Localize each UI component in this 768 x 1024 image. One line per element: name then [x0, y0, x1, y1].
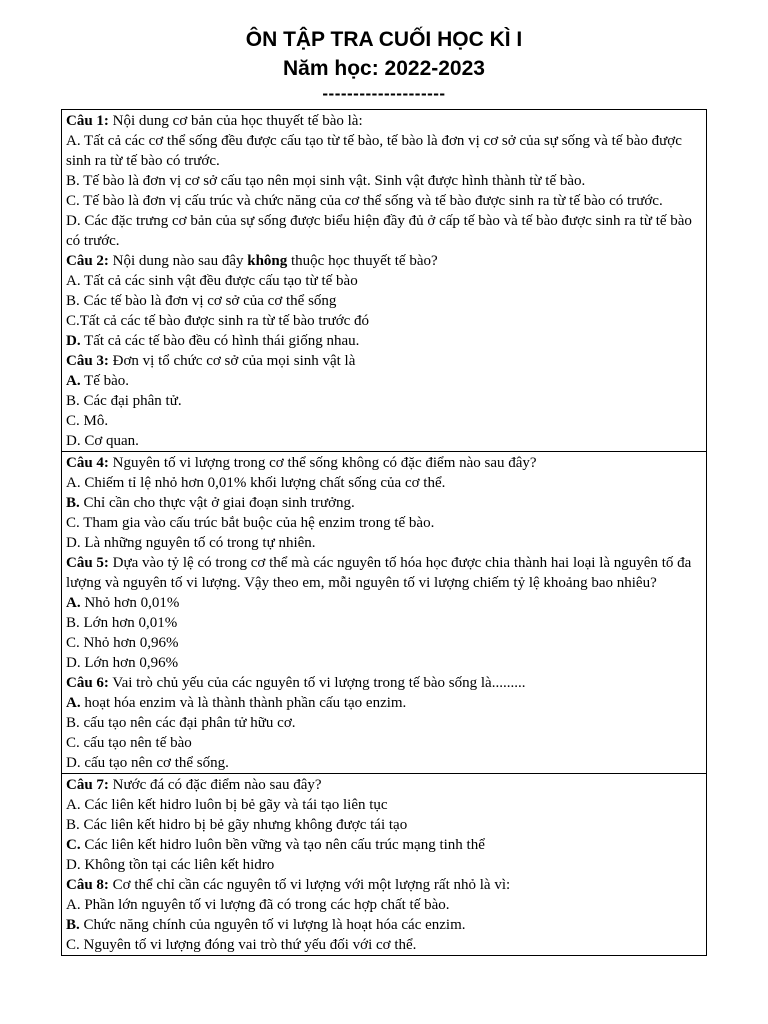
answer-option [66, 895, 703, 915]
answer-option-text: B. Các đại phân tử. [66, 393, 182, 409]
answer-option [66, 653, 703, 673]
answer-option [66, 513, 703, 533]
answer-option-text: D. Là những nguyên tố có trong tự nhiên. [66, 535, 316, 551]
answer-option-text: A. Phần lớn nguyên tố vi lượng đã có trong các hợp chất tế bào. [66, 897, 450, 913]
answer-option-letter: D. [66, 333, 81, 349]
answer-option-text: Chỉ cần cho thực vật ở giai đoạn sinh trưởng. [79, 495, 355, 511]
question-section [62, 774, 706, 955]
question-stem [66, 775, 703, 795]
answer-option [66, 191, 703, 211]
answer-option [66, 131, 703, 171]
answer-option [66, 371, 703, 391]
answer-option [66, 291, 703, 311]
question-text: Nội dung cơ bản của học thuyết tế bào là: [108, 113, 363, 129]
question-stem [66, 251, 703, 271]
answer-option [66, 311, 703, 331]
answer-option-text: B. Các liên kết hidro bị bẻ gãy nhưng không được tái tạo [66, 817, 408, 833]
answer-option-letter: B. [66, 917, 80, 933]
answer-option-text: C. Mô. [66, 413, 109, 429]
answer-option-text: B. Các tế bào là đơn vị cơ sở của cơ thể sống [66, 293, 337, 309]
answer-option-text: B. Lớn hơn 0,01% [66, 615, 178, 631]
answer-option-text: A. Các liên kết hidro luôn bị bẻ gãy và tái tạo liên tục [66, 797, 388, 813]
answer-option-text: Nhỏ hơn 0,01% [80, 595, 180, 611]
answer-option [66, 693, 703, 713]
question-label: Câu 4: [66, 455, 109, 471]
question-table [61, 109, 707, 956]
answer-option-text: D. Không tồn tại các liên kết hidro [66, 857, 275, 873]
answer-option-text: A. Tất cả các sinh vật đều được cấu tạo từ tế bào [66, 273, 358, 289]
question-text: Nguyên tố vi lượng trong cơ thể sống không có đặc điểm nào sau đây? [108, 455, 537, 471]
answer-option-text: D. Các đặc trưng cơ bản của sự sống được biểu hiện đầy đủ ở cấp tế bào và tế bào được sinh ra từ tế bào có trước. [66, 213, 692, 249]
question-stem [66, 553, 703, 593]
answer-option-text: C. Tham gia vào cấu trúc bắt buộc của hệ enzim trong tế bào. [66, 515, 435, 531]
answer-option [66, 331, 703, 351]
answer-option [66, 835, 703, 855]
question-text: Đơn vị tổ chức cơ sở của mọi sinh vật là [108, 353, 356, 369]
question-text: Vai trò chủ yếu của các nguyên tố vi lượng trong tế bào sống là......... [108, 675, 526, 691]
answer-option [66, 795, 703, 815]
school-year: Năm học: 2022-2023 [283, 57, 485, 80]
document-header [0, 0, 768, 104]
answer-option-letter: A. [66, 695, 81, 711]
answer-option [66, 171, 703, 191]
question-label: Câu 1: [66, 113, 109, 129]
question-text: Nước đá có đặc điểm nào sau đây? [108, 777, 322, 793]
answer-option [66, 391, 703, 411]
question-label: Câu 6: [66, 675, 109, 691]
answer-option [66, 855, 703, 875]
question-label: Câu 2: [66, 253, 109, 269]
answer-option-text: A. Tất cả các cơ thể sống đều được cấu tạo từ tế bào, tế bào là đơn vị cơ sở của sự sống và tế bào được sinh ra từ tế bào có trước. [66, 133, 682, 169]
answer-option-text: Chức năng chính của nguyên tố vi lượng là hoạt hóa các enzim. [79, 917, 466, 933]
question-emphasis: không [247, 253, 288, 269]
question-text: Dựa vào tỷ lệ có trong cơ thể mà các nguyên tố hóa học được chia thành hai loại là nguyên tố đa lượng và nguyên tố vi lượng. Vậy theo em, mỗi nguyên tố vi lượng chiếm tỷ lệ khoảng bao nhiêu? [66, 555, 692, 591]
answer-option-text: A. Chiếm tỉ lệ nhỏ hơn 0,01% khối lượng chất sống của cơ thể. [66, 475, 446, 491]
answer-option-text: C. Nhỏ hơn 0,96% [66, 635, 179, 651]
document-title: ÔN TẬP TRA CUỐI HỌC KÌ I [245, 28, 523, 51]
answer-option [66, 753, 703, 773]
answer-option [66, 713, 703, 733]
answer-option [66, 633, 703, 653]
question-stem [66, 673, 703, 693]
question-label: Câu 8: [66, 877, 109, 893]
answer-option [66, 613, 703, 633]
answer-option-text: hoạt hóa enzim và là thành thành phần cấu tạo enzim. [80, 695, 407, 711]
question-text: thuộc học thuyết tế bào? [287, 253, 438, 269]
answer-option-letter: A. [66, 373, 81, 389]
answer-option [66, 211, 703, 251]
answer-option [66, 593, 703, 613]
answer-option-text: B. cấu tạo nên các đại phân tử hữu cơ. [66, 715, 296, 731]
question-section [62, 110, 706, 452]
answer-option [66, 915, 703, 935]
question-stem [66, 111, 703, 131]
separator-dashes: -------------------- [322, 84, 446, 103]
question-label: Câu 3: [66, 353, 109, 369]
answer-option-text: C. Tế bào là đơn vị cấu trúc và chức năng của cơ thể sống và tế bào được sinh ra từ tế bào có trước. [66, 193, 663, 209]
answer-option [66, 733, 703, 753]
answer-option-text: D. Cơ quan. [66, 433, 139, 449]
answer-option-text: Các liên kết hidro luôn bền vững và tạo nên cấu trúc mạng tinh thể [80, 837, 485, 853]
answer-option [66, 271, 703, 291]
answer-option-text: D. cấu tạo nên cơ thể sống. [66, 755, 229, 771]
answer-option-text: C. Nguyên tố vi lượng đóng vai trò thứ yếu đối với cơ thể. [66, 937, 417, 953]
answer-option-text: C. cấu tạo nên tế bào [66, 735, 192, 751]
question-stem [66, 453, 703, 473]
answer-option [66, 473, 703, 493]
answer-option [66, 815, 703, 835]
answer-option-text: B. Tế bào là đơn vị cơ sở cấu tạo nên mọi sinh vật. Sinh vật được hình thành từ tế bào. [66, 173, 586, 189]
question-text: Nội dung nào sau đây [108, 253, 248, 269]
answer-option [66, 411, 703, 431]
answer-option-letter: C. [66, 837, 81, 853]
question-label: Câu 7: [66, 777, 109, 793]
question-text: Cơ thể chỉ cần các nguyên tố vi lượng với một lượng rất nhỏ là vì: [108, 877, 511, 893]
answer-option [66, 493, 703, 513]
answer-option [66, 533, 703, 553]
question-stem [66, 875, 703, 895]
answer-option-text: Tế bào. [80, 373, 130, 389]
question-section [62, 452, 706, 774]
question-stem [66, 351, 703, 371]
question-label: Câu 5: [66, 555, 109, 571]
answer-option [66, 431, 703, 451]
answer-option-text: D. Lớn hơn 0,96% [66, 655, 179, 671]
answer-option-letter: B. [66, 495, 80, 511]
answer-option-text: C.Tất cả các tế bào được sinh ra từ tế bào trước đó [66, 313, 370, 329]
answer-option [66, 935, 703, 955]
answer-option-text: Tất cả các tế bào đều có hình thái giống nhau. [80, 333, 360, 349]
answer-option-letter: A. [66, 595, 81, 611]
